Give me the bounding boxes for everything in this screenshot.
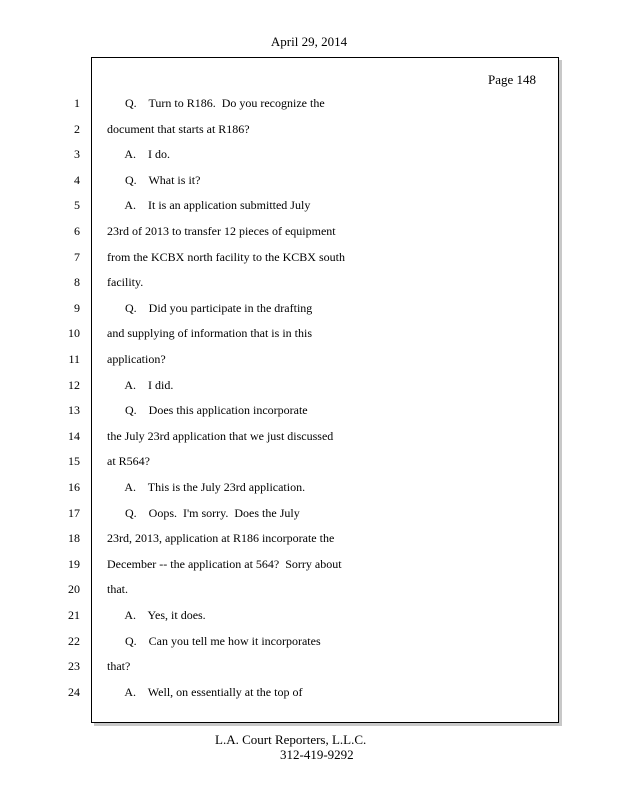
transcript-line: the July 23rd application that we just discussed	[107, 429, 334, 443]
transcript-line: A. This is the July 23rd application.	[107, 480, 306, 494]
footer-company: L.A. Court Reporters, L.L.C.	[215, 732, 367, 747]
transcript-line: document that starts at R186?	[107, 122, 250, 136]
line-number: 23	[68, 659, 80, 673]
transcript-line: A. I did.	[107, 378, 174, 392]
line-number: 21	[68, 608, 80, 622]
line-number: 3	[74, 147, 80, 161]
line-number: 10	[68, 326, 80, 340]
transcript-line: Q. Does this application incorporate	[107, 403, 308, 417]
line-number: 11	[68, 352, 80, 366]
transcript-line: that?	[107, 659, 131, 673]
transcript-line: facility.	[107, 275, 144, 289]
line-number: 20	[68, 582, 80, 596]
transcript-line: A. It is an application submitted July	[107, 198, 311, 212]
transcript-date: April 29, 2014	[270, 34, 348, 49]
transcript-line: and supplying of information that is in this	[107, 326, 312, 340]
line-number: 24	[68, 685, 80, 699]
line-number: 19	[68, 557, 80, 571]
transcript-line: A. I do.	[107, 147, 170, 161]
line-number: 16	[68, 480, 80, 494]
transcript-line: Q. Can you tell me how it incorporates	[107, 634, 321, 648]
line-number: 17	[68, 506, 80, 520]
line-number: 7	[74, 250, 80, 264]
line-number: 9	[74, 301, 80, 315]
line-number: 8	[74, 275, 80, 289]
transcript-line: at R564?	[107, 454, 150, 468]
line-number: 12	[68, 378, 80, 392]
transcript-line: A. Yes, it does.	[107, 608, 206, 622]
line-number: 6	[74, 224, 80, 238]
line-number: 18	[68, 531, 80, 545]
transcript-line: from the KCBX north facility to the KCBX south	[107, 250, 345, 264]
transcript-line: application?	[107, 352, 166, 366]
transcript-line: December -- the application at 564? Sorry about	[107, 557, 342, 571]
footer-phone: 312-419-9292	[280, 747, 354, 762]
transcript-line: Q. What is it?	[107, 173, 201, 187]
transcript-line: Q. Did you participate in the drafting	[107, 301, 313, 315]
line-number: 2	[74, 122, 80, 136]
transcript-line: Q. Turn to R186. Do you recognize the	[107, 96, 325, 110]
transcript-line: that.	[107, 582, 128, 596]
page-number: Page 148	[487, 72, 536, 87]
transcript-line: A. Well, on essentially at the top of	[107, 685, 303, 699]
line-number: 13	[68, 403, 80, 417]
transcript-line: Q. Oops. I'm sorry. Does the July	[107, 506, 300, 520]
transcript-line: 23rd of 2013 to transfer 12 pieces of equipment	[107, 224, 336, 238]
line-number: 22	[68, 634, 80, 648]
line-number: 15	[68, 454, 80, 468]
line-number: 5	[74, 198, 80, 212]
line-number: 14	[68, 429, 80, 443]
line-number: 1	[74, 96, 80, 110]
transcript-line: 23rd, 2013, application at R186 incorporate the	[107, 531, 335, 545]
line-number: 4	[74, 173, 80, 187]
